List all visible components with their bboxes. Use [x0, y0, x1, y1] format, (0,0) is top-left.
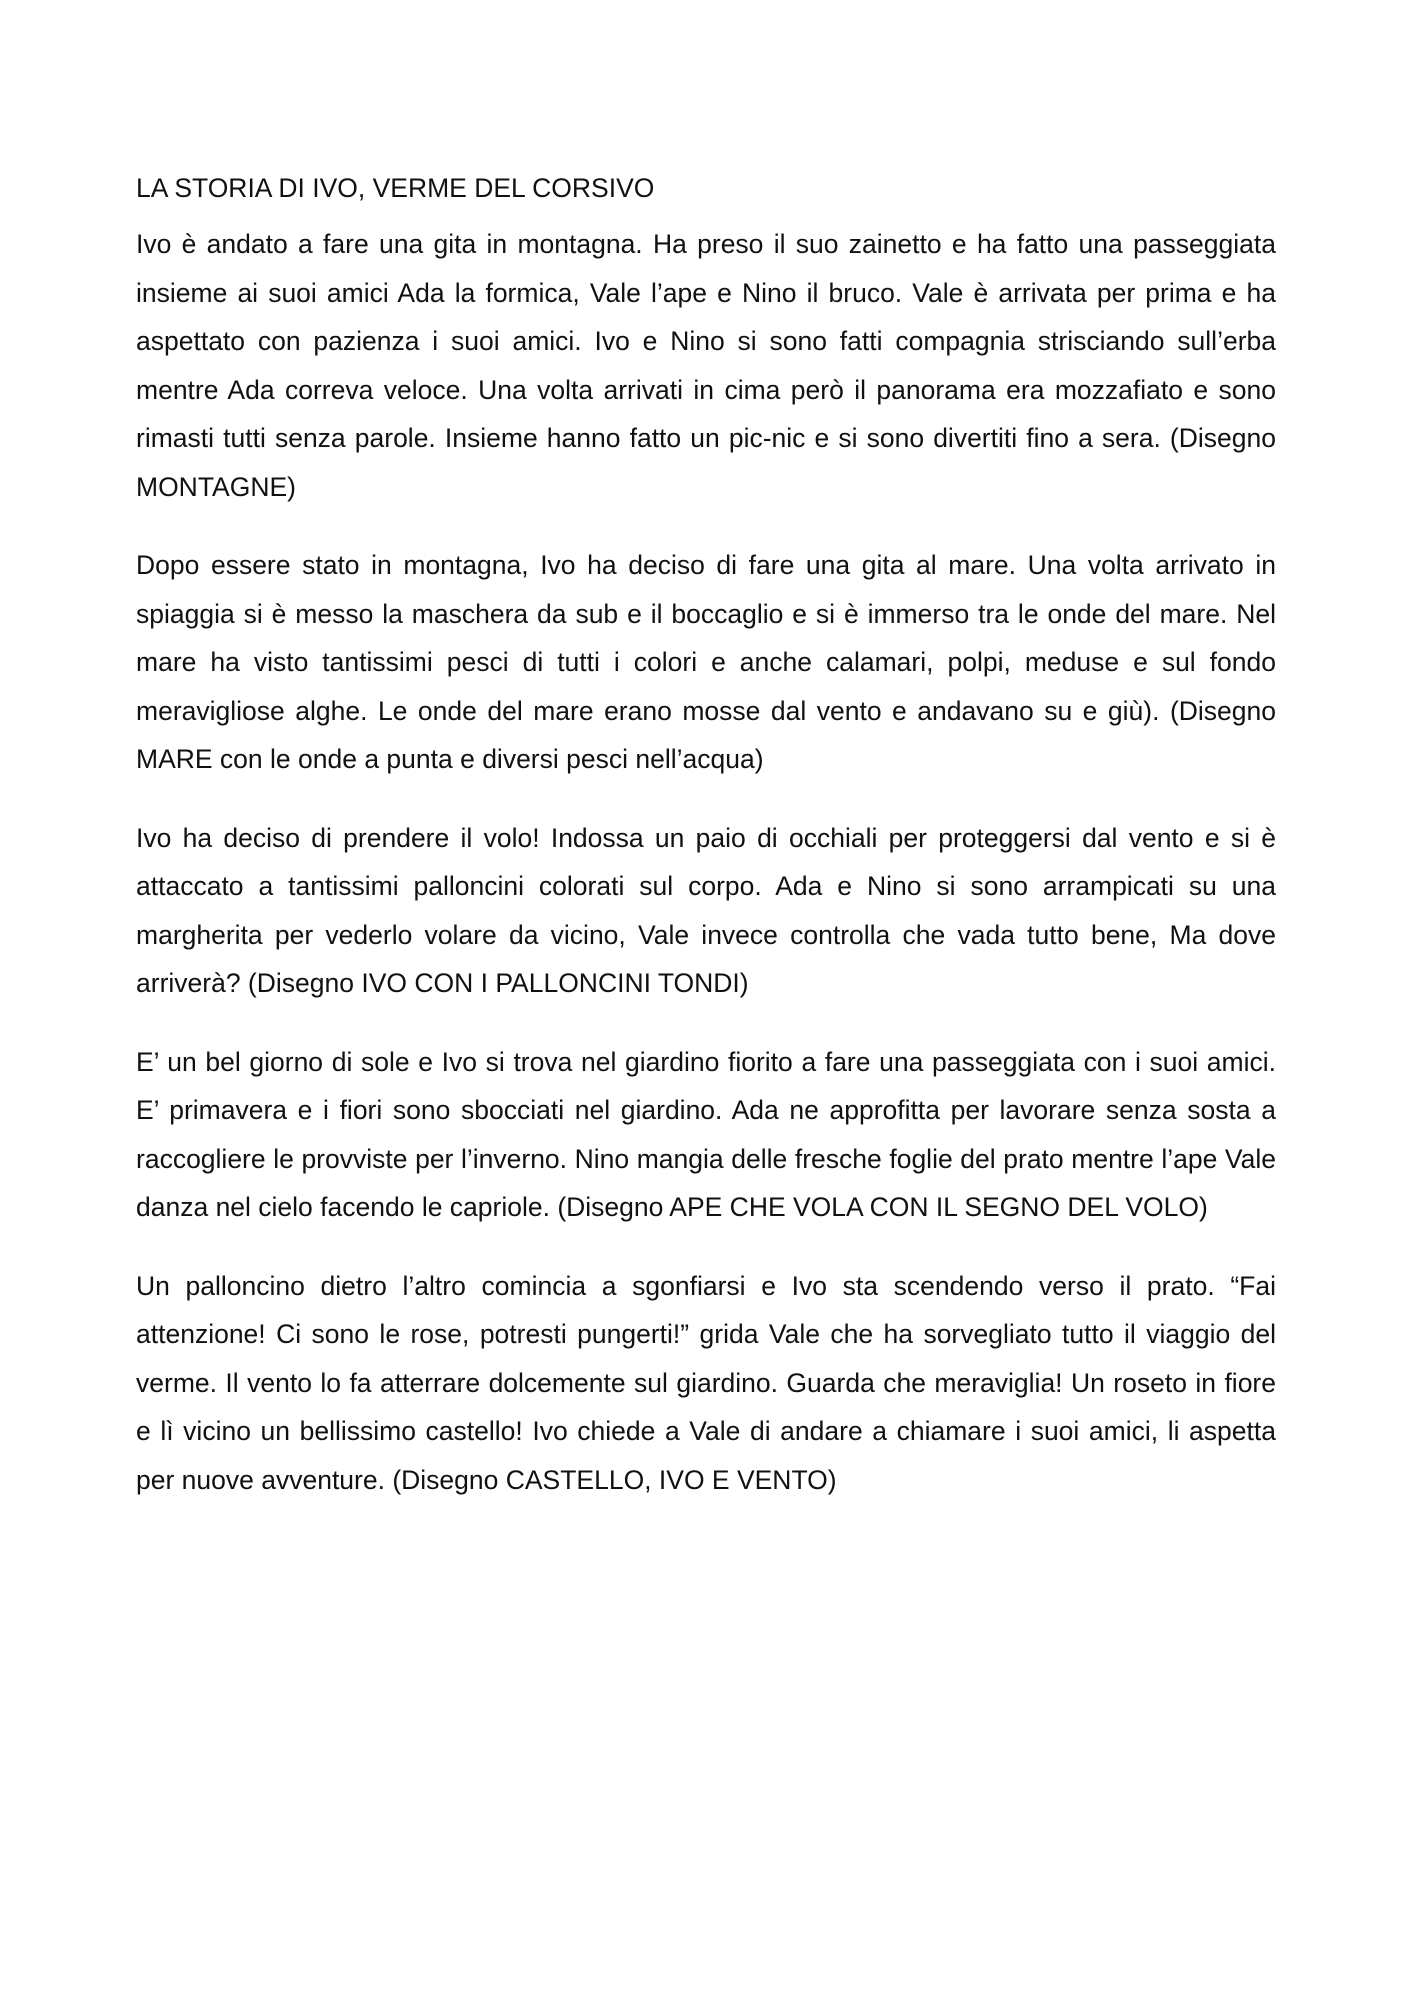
paragraph-balloon-flight: Ivo ha deciso di prendere il volo! Indossa un paio di occhiali per proteggersi dal vento e si è attaccato a tantissimi palloncini colorati sul corpo. Ada e Nino si sono arrampicati su una margherita per vederlo volare da vicino, Vale invece controlla che vada tutto bene, Ma dove arriverà? (Disegno IVO CON I PALLONCINI TONDI): [136, 822, 1276, 998]
paragraph-mountain-trip: Ivo è andato a fare una gita in montagna. Ha preso il suo zainetto e ha fatto una passeggiata insieme ai suoi amici Ada la formica, Vale l’ape e Nino il bruco. Vale è arrivata per prima e ha aspettato con pazienza i suoi amici. Ivo e Nino si sono fatti compagnia strisciando sull’erba mentre Ada correva veloce. Una volta arrivati in cima però il panorama era mozzafiato e sono rimasti tutti senza parole. Insieme hanno fatto un pic-nic e si sono divertiti fino a sera. (Disegno MONTAGNE): [136, 229, 1276, 502]
document-body: [136, 168, 1276, 1534]
paragraph-sea-trip: Dopo essere stato in montagna, Ivo ha deciso di fare una gita al mare. Una volta arrivato in spiaggia si è messo la maschera da sub e il boccaglio e si è immerso tra le onde del mare. Nel mare ha visto tantissimi pesci di tutti i colori e anche calamari, polpi, meduse e sul fondo meravigliose alghe. Le onde del mare erano mosse dal vento e andavano su e giù). (Disegno MARE con le onde a punta e diversi pesci nell’acqua): [136, 550, 1276, 774]
paragraph-landing-castle: Un palloncino dietro l’altro comincia a sgonfiarsi e Ivo sta scendendo verso il prato. “Fai attenzione! Ci sono le rose, potresti pungerti!” grida Vale che ha sorvegliato tutto il viaggio del verme. Il vento lo fa atterrare dolcemente sul giardino. Guarda che meraviglia! Un roseto in fiore e lì vicino un bellissimo castello! Ivo chiede a Vale di andare a chiamare i suoi amici, li aspetta per nuove avventure. (Disegno CASTELLO, IVO E VENTO): [136, 1270, 1276, 1495]
document-title: LA STORIA DI IVO, VERME DEL CORSIVO: [136, 173, 655, 203]
paragraph-flower-garden: E’ un bel giorno di sole e Ivo si trova nel giardino fiorito a fare una passeggiata con i suoi amici. E’ primavera e i fiori sono sbocciati nel giardino. Ada ne approfitta per lavorare senza sosta a raccogliere le provviste per l’inverno. Nino mangia delle fresche foglie del prato mentre l’ape Vale danza nel cielo facendo le capriole. (Disegno APE CHE VOLA CON IL SEGNO DEL VOLO): [136, 1046, 1276, 1222]
